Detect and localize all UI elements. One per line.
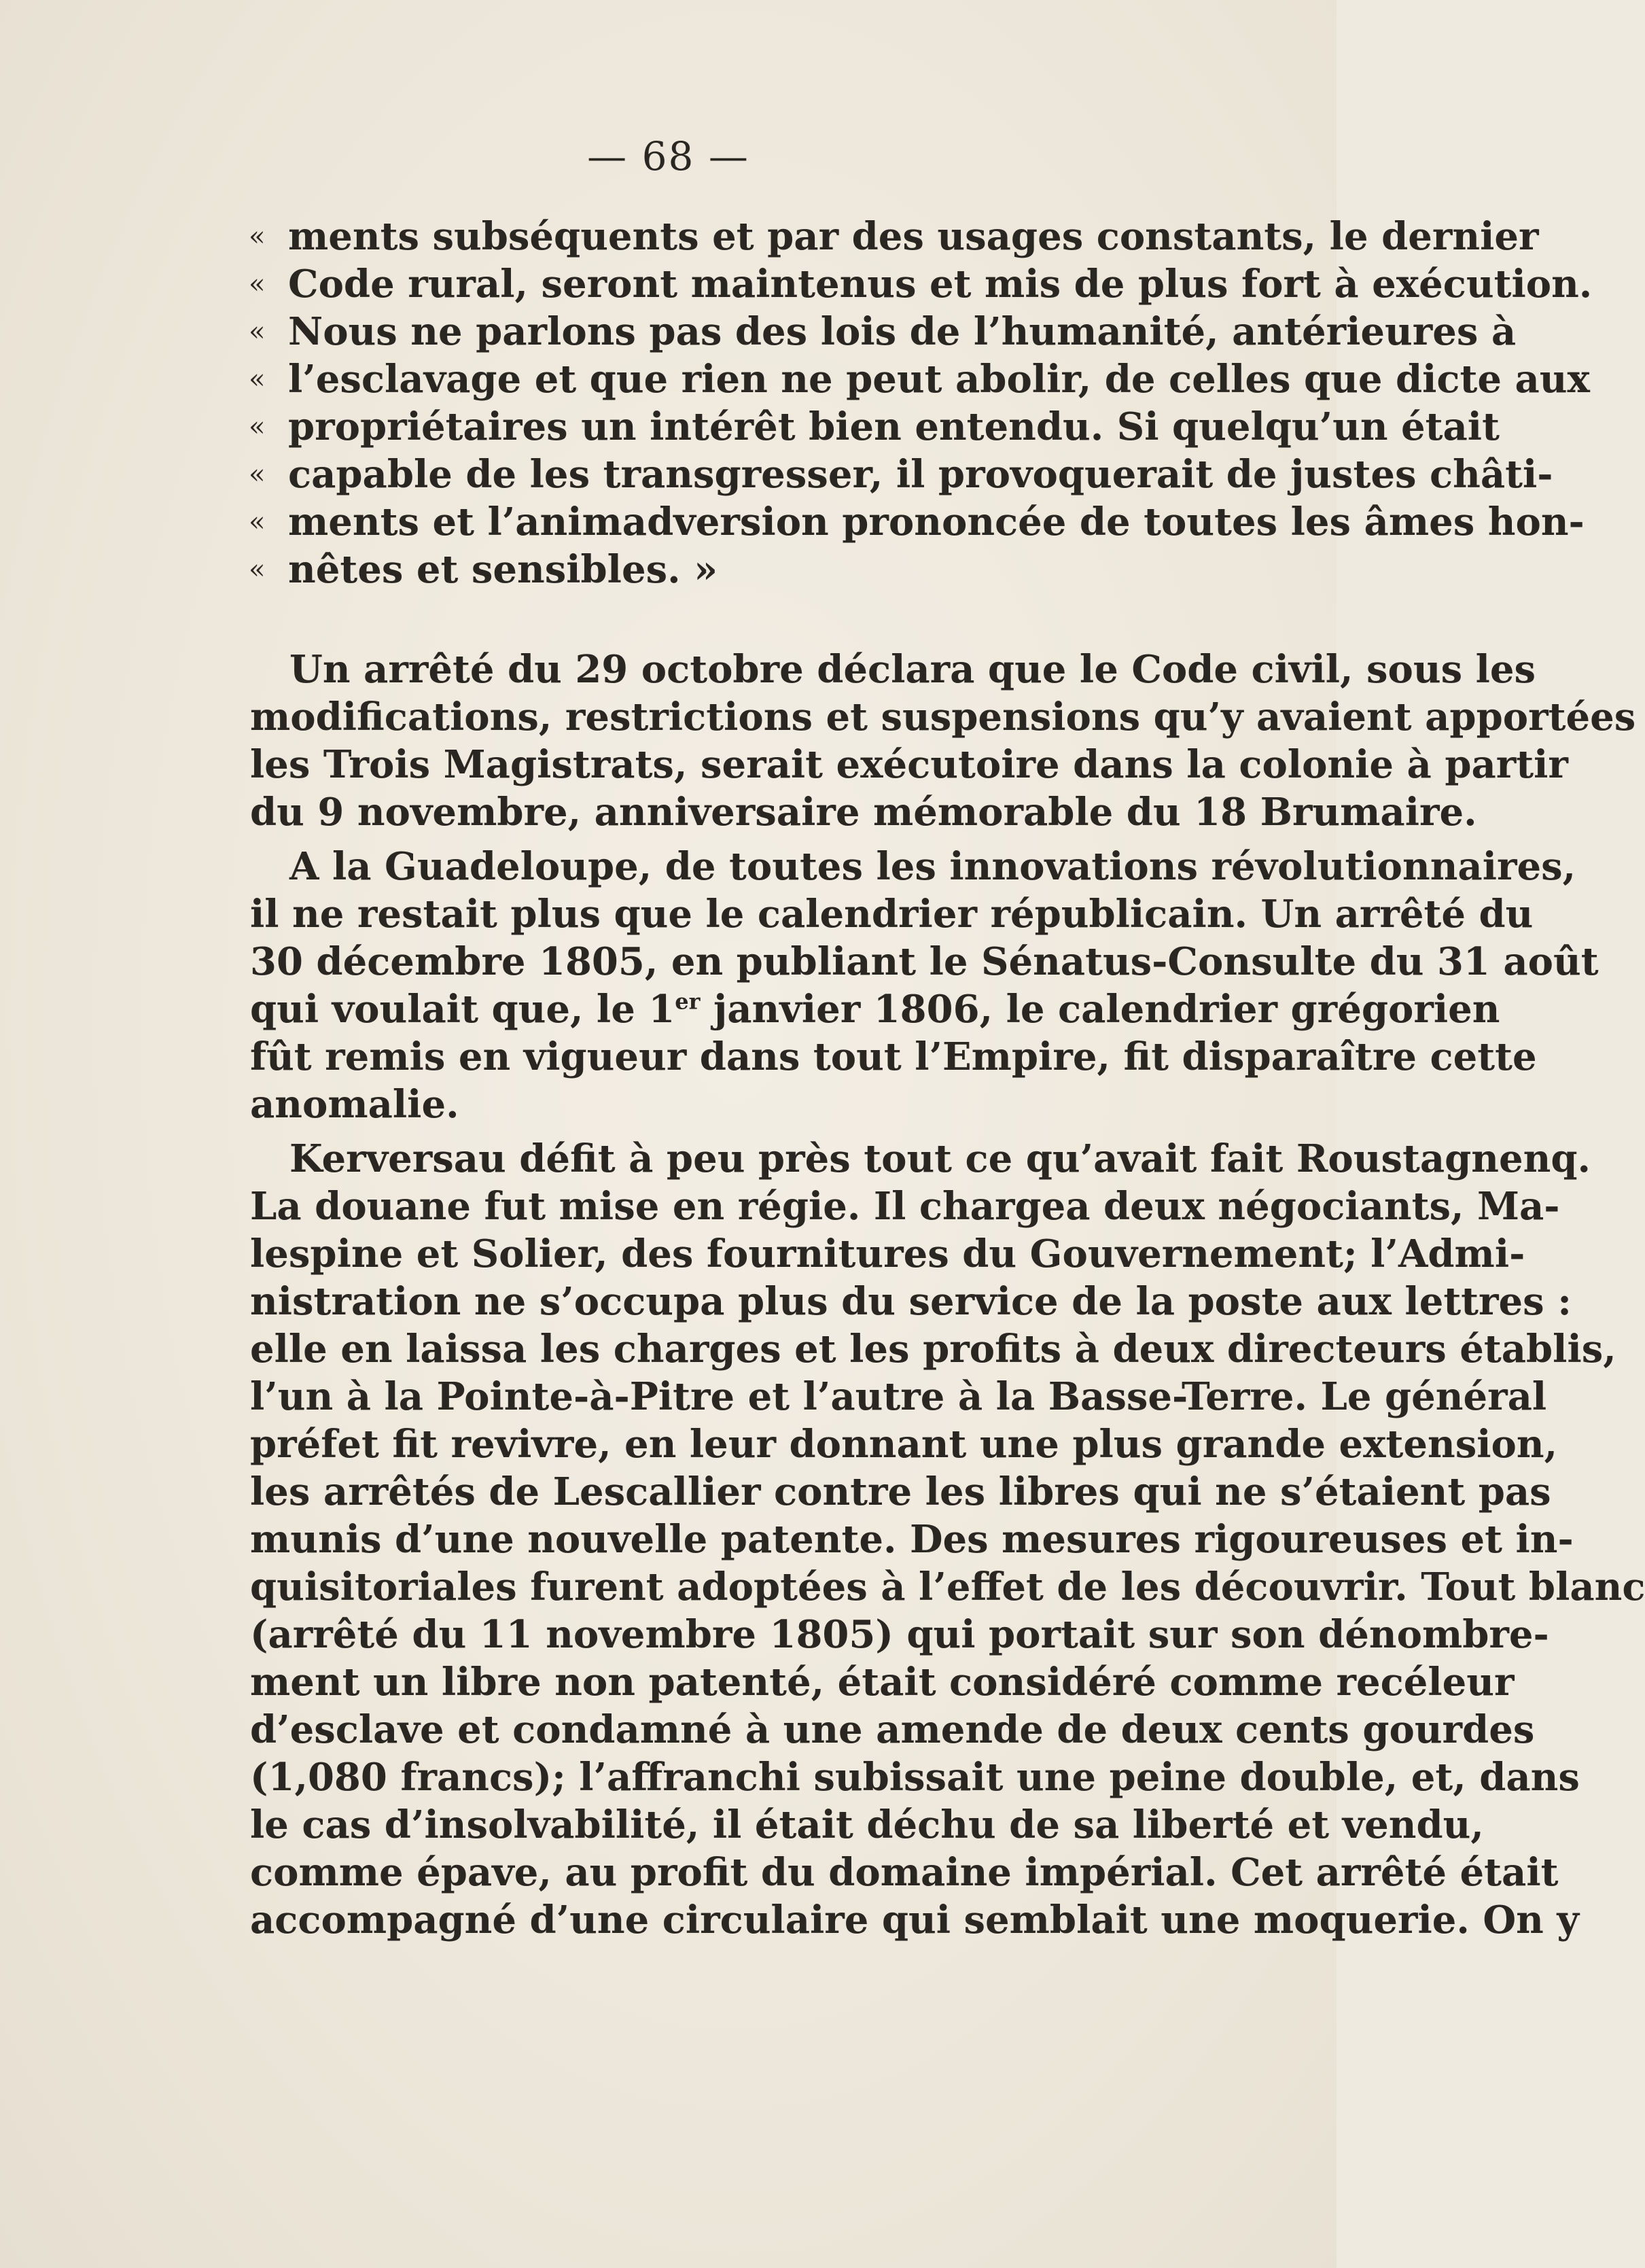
paragraph-line: fût remis en vigueur dans tout l’Empire, fit disparaître cette bbox=[250, 1034, 1537, 1079]
quote-text: ments subséquents et par des usages constants, le dernier bbox=[288, 214, 1539, 259]
paragraph-line: modifications, restrictions et suspensions qu’y avaient apportées bbox=[250, 695, 1636, 739]
quote-mark: « bbox=[249, 411, 266, 442]
quote-line bbox=[249, 308, 1517, 355]
quote-mark: « bbox=[249, 316, 266, 347]
quote-mark: « bbox=[249, 364, 266, 395]
paragraph-line: La douane fut mise en régie. Il chargea deux négociants, Ma- bbox=[250, 1184, 1560, 1229]
quote-line bbox=[249, 213, 1539, 260]
paragraph-line: les arrêtés de Lescallier contre les libres qui ne s’étaient pas bbox=[250, 1469, 1551, 1514]
paragraph-line: accompagné d’une circulaire qui semblait une moquerie. On y bbox=[250, 1898, 1579, 1942]
line-text: qui voulait que, le 1 bbox=[250, 987, 675, 1032]
page-number: — 68 — bbox=[587, 133, 749, 179]
paragraph-line: les Trois Magistrats, serait exécutoire dans la colonie à partir bbox=[250, 742, 1568, 787]
paragraph-line: (arrêté du 11 novembre 1805) qui portait sur son dénombre- bbox=[250, 1612, 1549, 1657]
quote-text: capable de les transgresser, il provoquerait de justes châti- bbox=[288, 452, 1553, 497]
quote-text: Code rural, seront maintenus et mis de plus fort à exécution. bbox=[288, 262, 1593, 307]
paragraph-line: il ne restait plus que le calendrier républicain. Un arrêté du bbox=[250, 892, 1534, 937]
quote-mark: « bbox=[249, 268, 266, 300]
quote-mark: « bbox=[249, 459, 266, 490]
paragraph-line: comme épave, au profit du domaine impérial. Cet arrêté était bbox=[250, 1850, 1559, 1895]
quote-line bbox=[249, 498, 1585, 546]
paragraph-line: elle en laissa les charges et les profits à deux directeurs établis, bbox=[250, 1327, 1616, 1372]
paragraph-line: l’un à la Pointe-à-Pitre et l’autre à la Basse-Terre. Le général bbox=[250, 1374, 1547, 1419]
quote-line bbox=[249, 355, 1590, 403]
paragraph-line: le cas d’insolvabilité, il était déchu de sa liberté et vendu, bbox=[250, 1802, 1484, 1847]
paragraph-line: 30 décembre 1805, en publiant le Sénatus-Consulte du 31 août bbox=[250, 939, 1599, 984]
quote-mark: « bbox=[249, 554, 266, 585]
quote-line bbox=[250, 546, 1277, 593]
quote-mark: « bbox=[249, 221, 266, 252]
quote-line bbox=[249, 451, 1553, 498]
paragraph-line: du 9 novembre, anniversaire mémorable du 18 Brumaire. bbox=[250, 790, 1477, 835]
paragraph-line: ment un libre non patenté, était considéré comme recéleur bbox=[250, 1660, 1515, 1705]
superscript: er bbox=[675, 988, 701, 1015]
quote-text: nêtes et sensibles. » bbox=[288, 547, 718, 592]
paragraph-line: préfet fit revivre, en leur donnant une plus grande extension, bbox=[250, 1422, 1558, 1467]
paragraph-line: anomalie. bbox=[250, 1082, 459, 1127]
paragraph-line: (1,080 francs); l’affranchi subissait une peine double, et, dans bbox=[250, 1755, 1580, 1800]
paragraph-line bbox=[250, 985, 1500, 1033]
paragraph-line: d’esclave et condamné à une amende de deux cents gourdes bbox=[250, 1707, 1535, 1752]
paragraph-line: lespine et Solier, des fournitures du Gouvernement; l’Admi- bbox=[250, 1232, 1525, 1276]
quote-line bbox=[249, 260, 1593, 308]
paragraph-line: nistration ne s’occupa plus du service de la poste aux lettres : bbox=[250, 1279, 1572, 1324]
line-text: janvier 1806, le calendrier grégorien bbox=[700, 987, 1500, 1032]
quote-mark: « bbox=[249, 506, 266, 538]
quote-text: Nous ne parlons pas des lois de l’humanité, antérieures à bbox=[288, 309, 1517, 354]
paragraph-line: A la Guadeloupe, de toutes les innovations révolutionnaires, bbox=[289, 844, 1576, 889]
paragraph-line: Un arrêté du 29 octobre déclara que le Code civil, sous les bbox=[289, 647, 1536, 692]
quote-text: ments et l’animadversion prononcée de toutes les âmes hon- bbox=[288, 500, 1585, 544]
quote-text: l’esclavage et que rien ne peut abolir, de celles que dicte aux bbox=[288, 357, 1590, 402]
paragraph-line: quisitoriales furent adoptées à l’effet de les découvrir. Tout blanc bbox=[250, 1565, 1645, 1609]
quote-line bbox=[249, 403, 1500, 451]
paragraph-line: munis d’une nouvelle patente. Des mesures rigoureuses et in- bbox=[250, 1517, 1574, 1562]
paragraph-line: Kerversau défit à peu près tout ce qu’avait fait Roustagnenq. bbox=[289, 1136, 1591, 1181]
quote-text: propriétaires un intérêt bien entendu. Si quelqu’un était bbox=[288, 404, 1500, 449]
